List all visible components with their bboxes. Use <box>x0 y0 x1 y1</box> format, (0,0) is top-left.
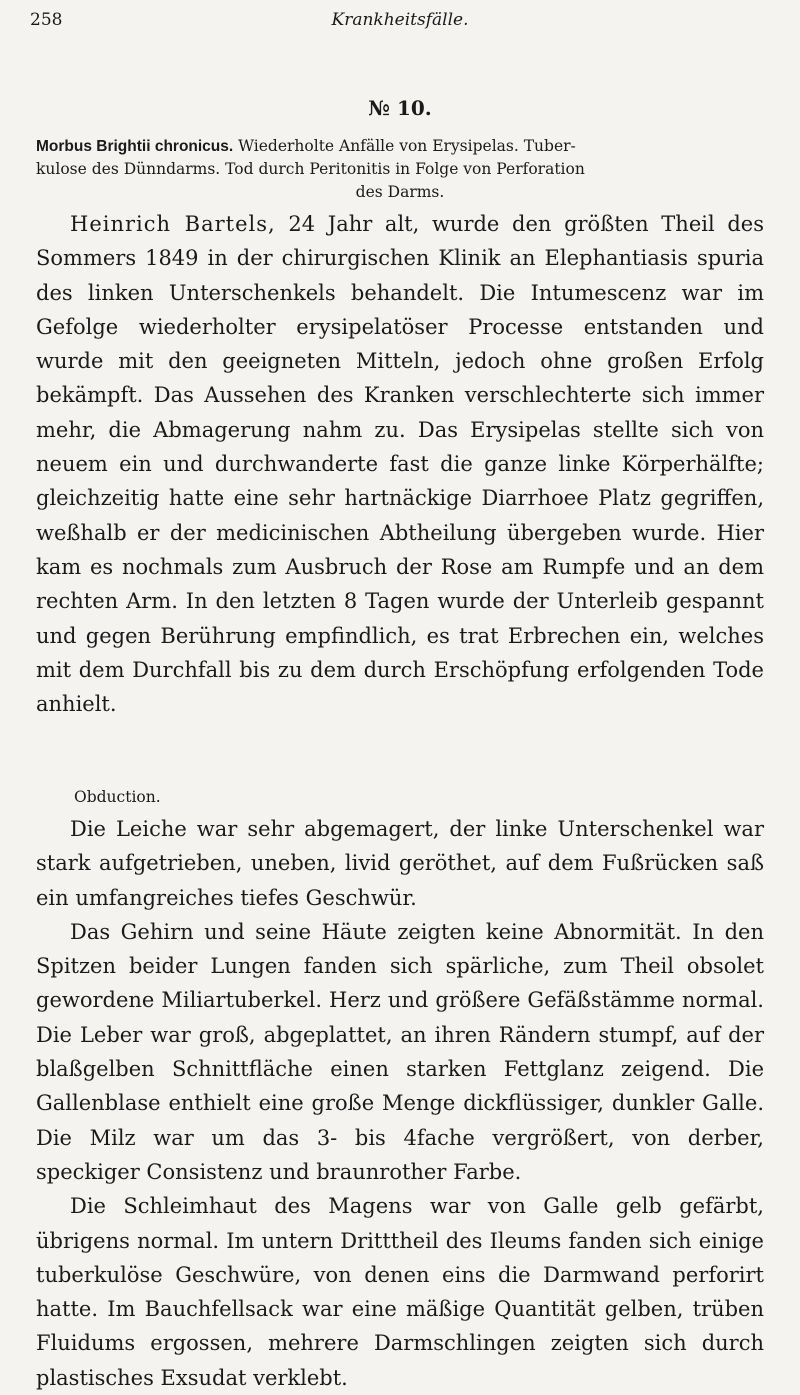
obduction-heading: Obduction. <box>74 788 161 806</box>
history-text: 24 Jahr alt, wurde den größten Theil des Sommers 1849 in der chirurgischen Klinik an Elephantiasis spuria des linken Unterschenkels behandelt. Die Intumescenz war im Gefolge wiederholter erysipelatöser Processe entstanden und wurde mit den geeigneten Mitteln, jedoch ohne großen Erfolg bekämpft. Das Aussehen des Kranken verschlechterte sich immer mehr, die Abmagerung nahm zu. Das Erysipelas stellte sich von neuem ein und durchwanderte fast die ganze linke Körperhälfte; gleichzeitig hatte eine sehr hartnäckige Diarrhoee Platz gegriffen, weßhalb er der medicinischen Abtheilung übergeben wurde. Hier kam es nochmals zum Ausbruch der Rose am Rumpfe und an dem rechten Arm. In den letzten 8 Tagen wurde der Unterleib gespannt und gegen Berührung empfindlich, es trat Erbrechen ein, welches mit dem Durchfall bis zu dem durch Erschöpfung erfolgenden Tode anhielt. <box>36 212 764 717</box>
page-header <box>30 10 770 30</box>
obduction-findings <box>36 812 764 1395</box>
case-title-line3: des Darms. <box>355 183 445 201</box>
obduction-paragraph-1: Die Leiche war sehr abgemagert, der linke Unterschenkel war stark aufgetrieben, uneben, livid geröthet, auf dem Fußrücken saß ein umfangreiches tiefes Geschwür. <box>36 817 764 910</box>
case-number: № 10. <box>368 96 432 120</box>
case-title-line1: Wiederholte Anfälle von Erysipelas. Tuber- <box>238 137 576 155</box>
page-number: 258 <box>30 10 63 30</box>
case-title <box>36 135 764 204</box>
patient-name: Heinrich Bartels, <box>70 212 276 236</box>
case-history <box>36 207 764 721</box>
case-title-line2: kulose des Dünndarms. Tod durch Peritonitis in Folge von Perforation <box>36 160 585 178</box>
running-head: Krankheitsfälle. <box>331 10 469 30</box>
obduction-paragraph-3: Die Schleimhaut des Magens war von Galle gelb gefärbt, übrigens normal. Im untern Dritttheil des Ileums fanden sich einige tuberkulöse Geschwüre, von denen eins die Darmwand perforirt hatte. Im Bauchfellsack war eine mäßige Quantität gelben, trüben Fluidums ergossen, mehrere Darmschlingen zeigten sich durch plastisches Exsudat verklebt. <box>36 1194 764 1390</box>
history-paragraph <box>36 207 764 721</box>
case-title-latin: Morbus Brightii chronicus. <box>36 138 234 155</box>
obduction-paragraph-2: Das Gehirn und seine Häute zeigten keine Abnormität. In den Spitzen beider Lungen fanden sich spärliche, zum Theil obsolet gewordene Miliartuberkel. Herz und größere Gefäßstämme normal. Die Leber war groß, abgeplattet, an ihren Rändern stumpf, auf der blaßgelben Schnittfläche einen starken Fettglanz zeigend. Die Gallenblase enthielt eine große Menge dickflüssiger, dunkler Galle. Die Milz war um das 3- bis 4fache vergrößert, von derber, speckiger Consistenz und braunrother Farbe. <box>36 919 764 1184</box>
